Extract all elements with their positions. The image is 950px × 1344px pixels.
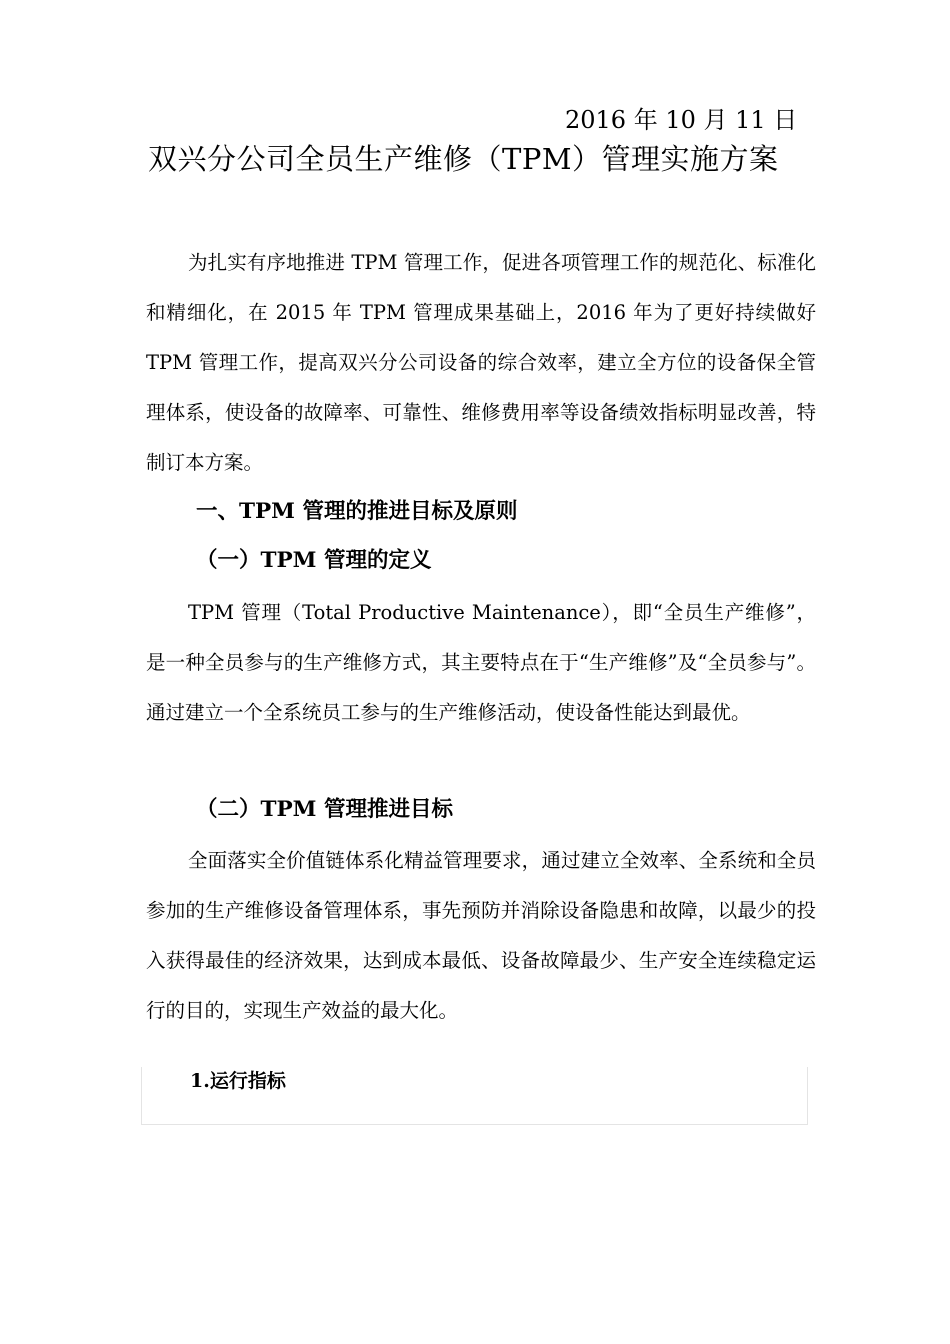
document-title: 双兴分公司全员生产维修（TPM）管理实施方案: [148, 142, 779, 176]
table-label: 1.运行指标: [190, 1070, 286, 1092]
subsection-heading-goals: （二）TPM 管理推进目标: [196, 797, 453, 822]
subsection-heading-definition: （一）TPM 管理的定义: [196, 548, 432, 573]
indicator-table: [141, 1067, 808, 1125]
document-date: 2016 年 10 月 11 日: [565, 106, 798, 134]
goals-paragraph: 全面落实全价值链体系化精益管理要求，通过建立全效率、全系统和全员参加的生产维修设备管理体系，事先预防并消除设备隐患和故障，以最少的投入获得最佳的经济效果，达到成本最低、设备故障最少、生产安全连续稳定运行的目的，实现生产效益的最大化。: [146, 849, 816, 1022]
intro-paragraph: 为扎实有序地推进 TPM 管理工作，促进各项管理工作的规范化、标准化和精细化，在 2015 年 TPM 管理成果基础上，2016 年为了更好持续做好 TPM 管理工作，提高双兴分公司设备的综合效率，建立全方位的设备保全管理体系，使设备的故障率、可靠性、维修费用率等设备绩效指标明显改善，特制订本方案。: [146, 251, 816, 474]
definition-paragraph: TPM 管理（Total Productive Maintenance），即“全员生产维修”，是一种全员参与的生产维修方式，其主要特点在于“生产维修”及“全员参与”。通过建立一个全系统员工参与的生产维修活动，使设备性能达到最优。: [146, 601, 816, 724]
section-heading-1: 一、TPM 管理的推进目标及原则: [196, 499, 518, 524]
